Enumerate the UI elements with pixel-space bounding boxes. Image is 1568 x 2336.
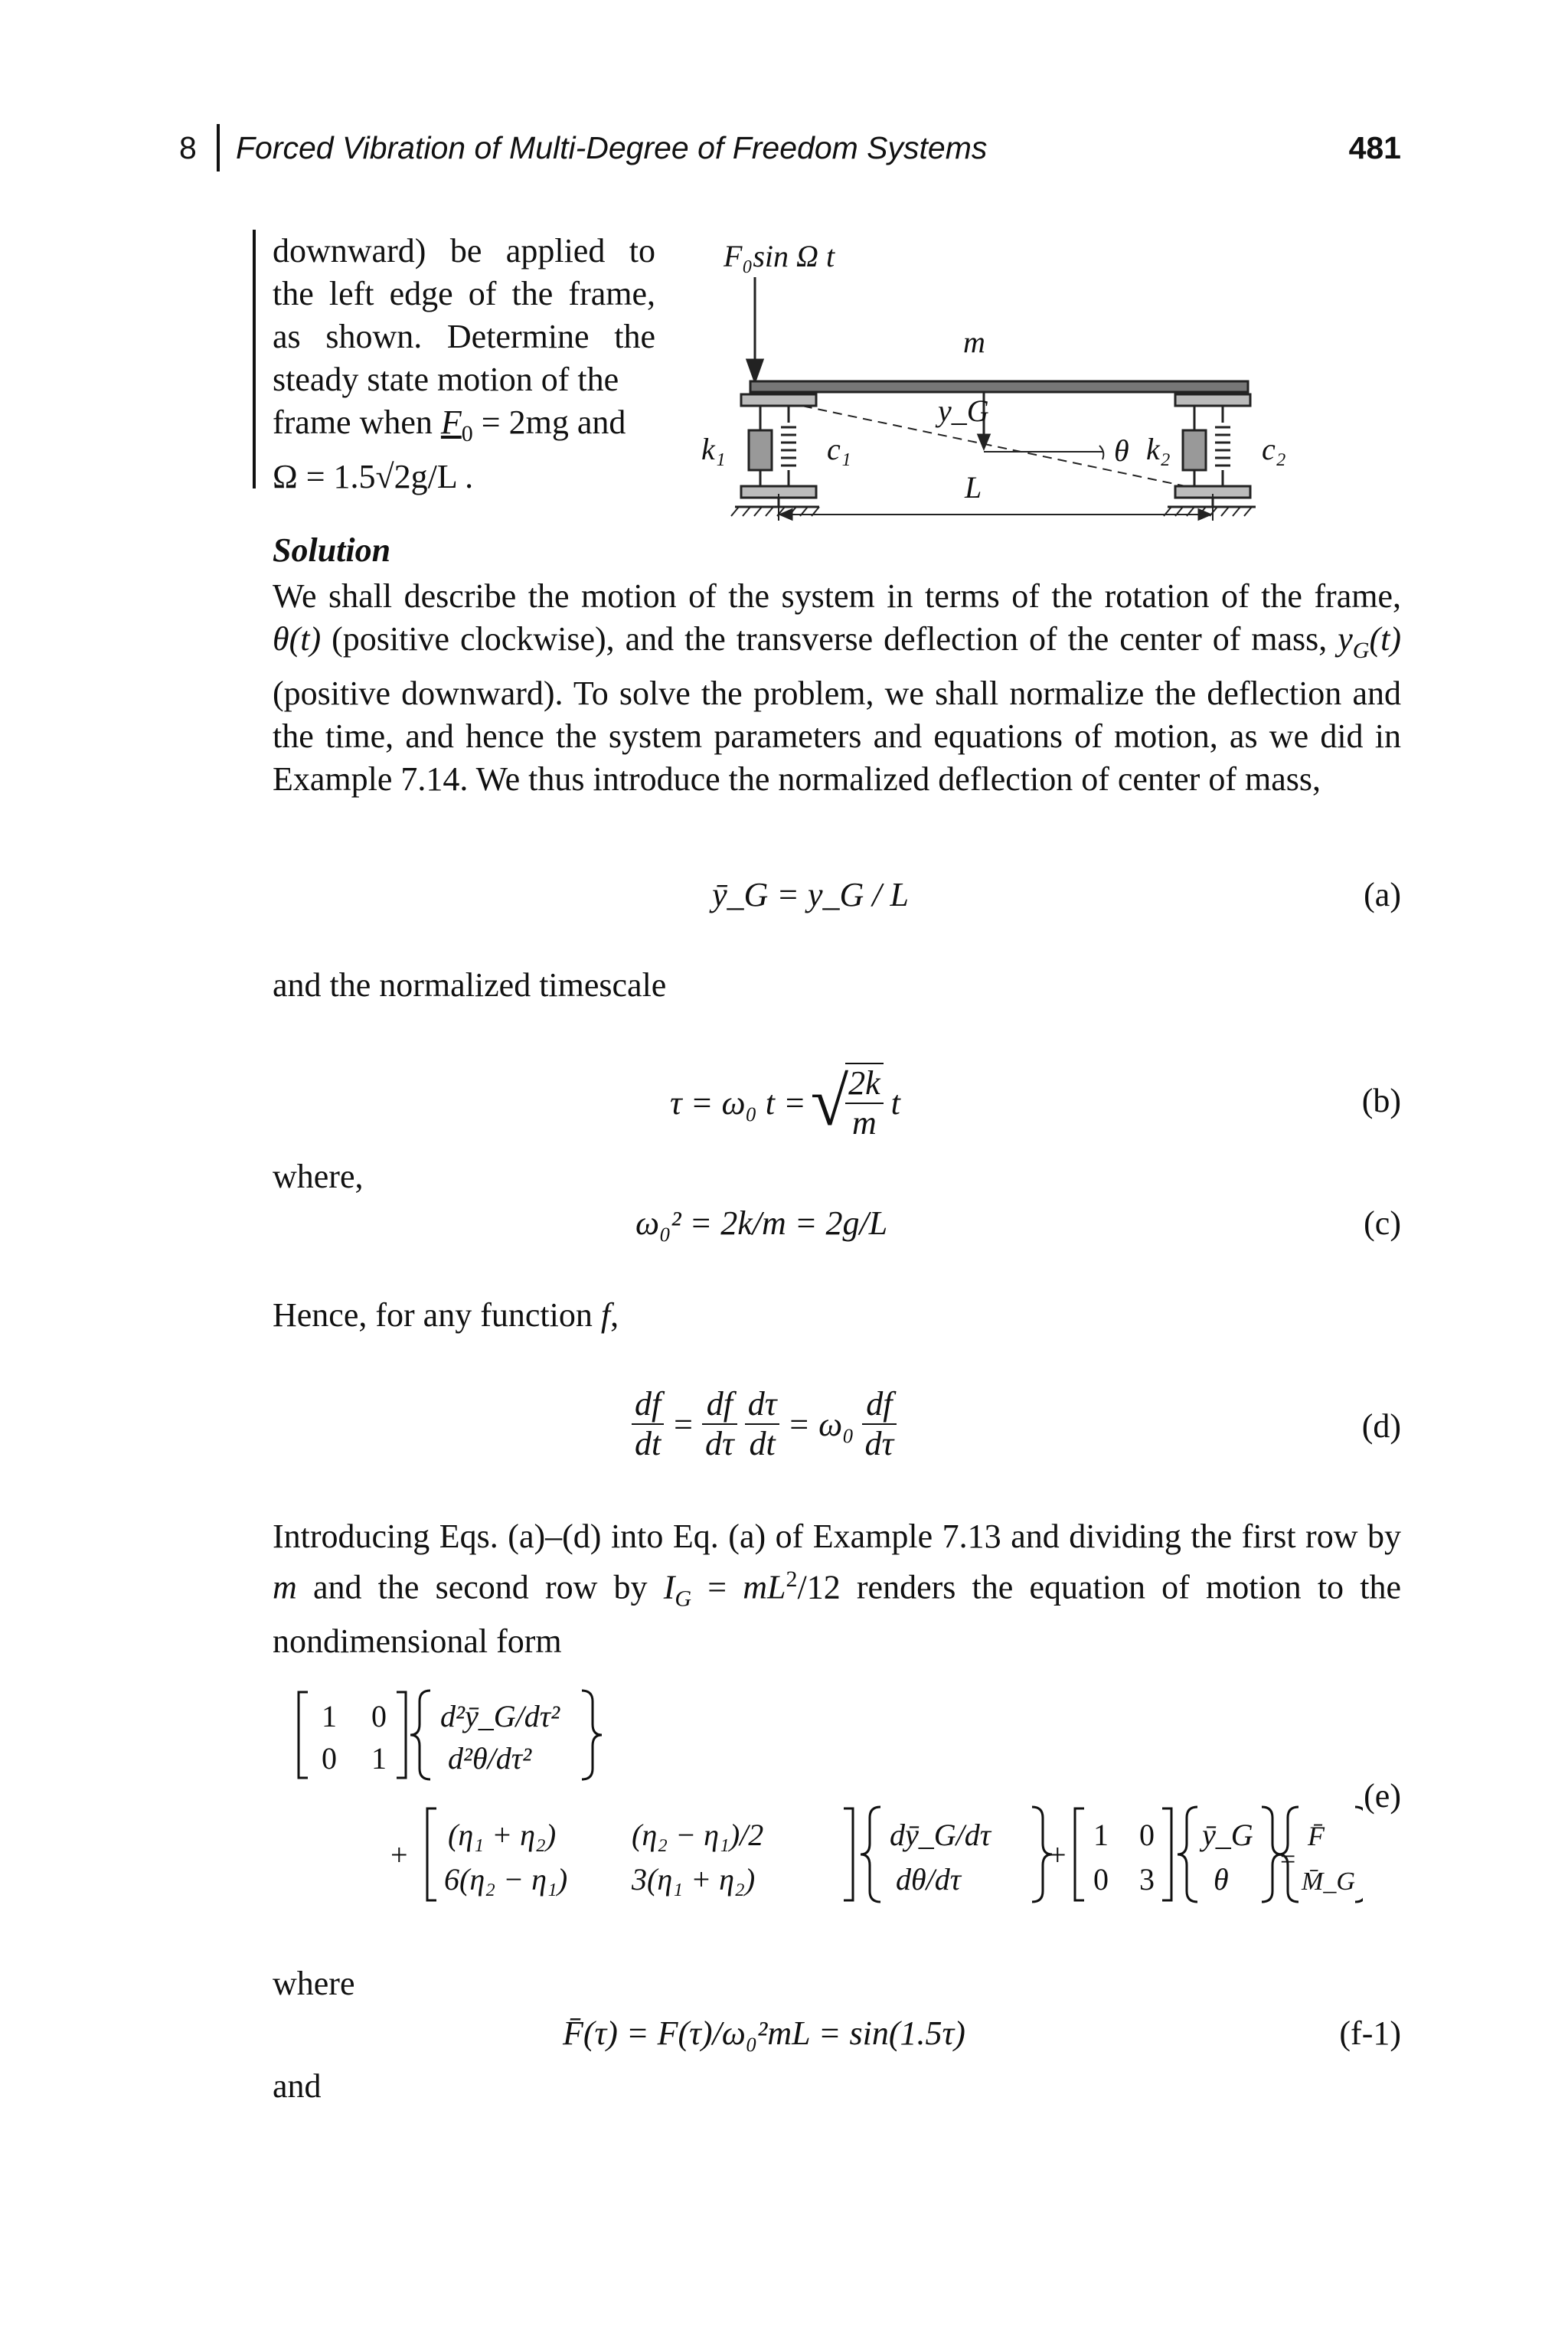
introducing-paragraph <box>273 1515 1401 1663</box>
beam <box>750 381 1248 392</box>
right-damper-body <box>1183 430 1206 470</box>
eq-d-frac-1 <box>632 1385 664 1463</box>
c22: 3(η₁ + η₂) <box>632 1862 756 1897</box>
equation-a: ȳ_G = y_G / L <box>712 876 909 913</box>
problem-text: downward) be applied to the left edge of the frame, as shown. Determine the steady state motion of the <box>273 232 655 398</box>
left-damper-body <box>749 430 772 470</box>
page-number: 481 <box>1348 130 1401 165</box>
eq-b-denominator: m <box>852 1104 877 1142</box>
rhs-2: M̄_G <box>1302 1867 1355 1896</box>
margin-change-bar <box>253 230 256 488</box>
c21: 6(η₂ − η₁) <box>444 1862 568 1897</box>
dis-vector-left-brace <box>1178 1807 1197 1902</box>
equation-d-label: (d) <box>1361 1407 1401 1445</box>
hence-prefix: Hence, for any function <box>273 1296 601 1334</box>
equals-sign: = <box>1280 1844 1296 1874</box>
dis-2: θ <box>1214 1862 1229 1897</box>
solution-text-a: We shall describe the motion of the system in terms of the rotation of the frame, <box>273 577 1401 615</box>
equation-c-label: (c) <box>1364 1204 1401 1242</box>
introducing-equals: = <box>691 1568 743 1606</box>
eq-d-num-2: df <box>702 1385 737 1425</box>
equation-b <box>670 1057 900 1148</box>
acc-vector-left-brace <box>410 1691 430 1779</box>
problem-statement <box>273 230 655 498</box>
header-divider <box>217 124 220 172</box>
stiffness-matrix-left-bracket <box>1075 1808 1084 1900</box>
problem-condition-prefix: frame when <box>273 403 441 441</box>
mass-label: m <box>963 325 985 359</box>
eq-d-den-1: dt <box>635 1425 662 1462</box>
inertia-subscript: G <box>675 1586 692 1612</box>
introducing-text-c: /12 renders the equation of motion to the nondimensional form <box>273 1568 1401 1661</box>
solution-heading: Solution <box>273 531 391 569</box>
ml-superscript: 2 <box>786 1567 798 1592</box>
dim-arrow-right <box>1199 510 1210 519</box>
deflection-label: y_G <box>938 394 989 428</box>
eq-d-den-2: dτ <box>704 1425 734 1462</box>
mass-matrix-left-bracket <box>299 1692 308 1778</box>
k11: 1 <box>1093 1818 1109 1852</box>
eq-d-num-1: df <box>632 1385 664 1425</box>
m12: 0 <box>371 1699 387 1733</box>
eq-b-t: t <box>890 1083 900 1122</box>
equation-f1: F̄(τ) = F(τ)/ω₀²mL = sin(1.5τ) <box>563 2014 965 2052</box>
eq-d-frac-3 <box>745 1385 780 1463</box>
yg-subscript: G <box>1352 637 1370 663</box>
c12: (η₂ − η₁)/2 <box>632 1818 764 1852</box>
k1-label: k₁ <box>701 432 726 466</box>
vel-vector-left-brace <box>861 1807 880 1902</box>
mass-symbol: m <box>273 1568 297 1606</box>
acc-vector-right-brace <box>582 1691 602 1779</box>
eq-b-lhs: τ = ω₀ t = <box>670 1083 806 1122</box>
function-symbol: f <box>600 1296 611 1334</box>
eq-d-den-4: dτ <box>864 1425 894 1462</box>
m21: 0 <box>322 1741 337 1776</box>
equation-d <box>632 1378 897 1470</box>
theta-label: θ <box>1114 433 1129 468</box>
length-label: L <box>965 470 982 505</box>
rhs-vector-right-brace <box>1355 1807 1363 1902</box>
k12: 0 <box>1139 1818 1155 1852</box>
hence-comma: , <box>610 1296 619 1334</box>
problem-condition-line <box>273 401 655 456</box>
rhs-1: F̄ <box>1308 1821 1325 1851</box>
where-label-2: where <box>273 1965 355 2002</box>
c2-label: c₂ <box>1262 432 1286 466</box>
right-upper-plate <box>1175 394 1250 406</box>
eq-d-equals: = <box>671 1405 694 1443</box>
ml-symbol: mL <box>743 1568 786 1606</box>
dis-1: ȳ_G <box>1202 1818 1253 1852</box>
yg-arrowhead <box>978 435 989 448</box>
force-label: F₀sin Ω t <box>724 239 835 273</box>
damping-matrix-left-bracket <box>427 1808 436 1900</box>
dim-arrow-left <box>781 510 792 519</box>
plus-2: + <box>1049 1838 1067 1872</box>
hence-text <box>273 1294 619 1337</box>
timescale-intro: and the normalized timescale <box>273 966 667 1004</box>
k2-label: k₂ <box>1146 432 1171 466</box>
where-label-1: where, <box>273 1158 364 1195</box>
introducing-text-b: and the second row by <box>296 1568 664 1606</box>
eq-d-den-3: dt <box>749 1425 776 1462</box>
m22: 1 <box>371 1741 387 1776</box>
equation-e-label: (e) <box>1364 1777 1401 1815</box>
sqrt-sign: √ <box>810 1064 849 1140</box>
equation-e <box>291 1684 1363 1929</box>
theta-symbol: θ(t) <box>273 620 322 658</box>
c1-label: c₁ <box>827 432 851 466</box>
eq-d-frac-2 <box>702 1385 737 1463</box>
eq-b-fraction <box>845 1063 884 1142</box>
solution-text-c: (positive downward). To solve the problem, we shall normalize the deflection and the time, and hence the system parameters and equations of motion, as we did in Example 7.14. We thus introduce the normalized deflection of center of mass, <box>273 674 1401 798</box>
damping-matrix-right-bracket <box>844 1808 853 1900</box>
force-arrowhead <box>747 360 763 381</box>
inertia-symbol: I <box>663 1568 675 1606</box>
frame-figure <box>674 230 1332 574</box>
m11: 1 <box>322 1699 337 1733</box>
eq-b-numerator: 2k <box>845 1064 884 1104</box>
equation-b-label: (b) <box>1361 1082 1401 1119</box>
eq-d-num-4: df <box>862 1385 897 1425</box>
solution-text-b: (positive clockwise), and the transverse deflection of the center of mass, <box>321 620 1338 658</box>
problem-condition-suffix: = 2mg and <box>472 403 626 441</box>
yg-argument: (t) <box>1369 620 1401 658</box>
yg-symbol: y <box>1338 620 1353 658</box>
vel-2: dθ/dτ <box>896 1862 962 1897</box>
frequency-condition: Ω = 1.5√2g/L . <box>273 457 474 495</box>
acc-1: d²ȳ_G/dτ² <box>440 1699 560 1733</box>
introducing-text-a: Introducing Eqs. (a)–(d) into Eq. (a) of Example 7.13 and dividing the first row by <box>273 1518 1401 1555</box>
chapter-number: 8 <box>179 130 197 165</box>
chapter-title: Forced Vibration of Multi-Degree of Freedom Systems <box>236 130 988 165</box>
equation-f1-label: (f-1) <box>1339 2014 1401 2052</box>
equation-a-label: (a) <box>1364 876 1401 913</box>
force-subscript: 0 <box>461 420 473 446</box>
solution-paragraph <box>273 575 1401 801</box>
equation-c: ω₀² = 2k/m = 2g/L <box>635 1204 888 1242</box>
eq-d-frac-4 <box>862 1385 897 1463</box>
plus-1: + <box>390 1838 408 1872</box>
mass-matrix-right-bracket <box>397 1692 406 1778</box>
force-symbol: F <box>440 403 462 441</box>
and-label: and <box>273 2067 322 2105</box>
right-spring <box>1215 406 1230 486</box>
c11: (η₁ + η₂) <box>448 1818 557 1852</box>
eq-d-num-3: dτ <box>745 1385 780 1425</box>
k21: 0 <box>1093 1862 1109 1897</box>
k22: 3 <box>1139 1862 1155 1897</box>
eq-d-omega: = ω₀ <box>787 1405 854 1443</box>
left-upper-plate <box>741 394 816 406</box>
left-spring <box>781 406 796 486</box>
vel-1: dȳ_G/dτ <box>890 1818 991 1852</box>
stiffness-matrix-right-bracket <box>1162 1808 1171 1900</box>
acc-2: d²θ/dτ² <box>448 1741 532 1776</box>
